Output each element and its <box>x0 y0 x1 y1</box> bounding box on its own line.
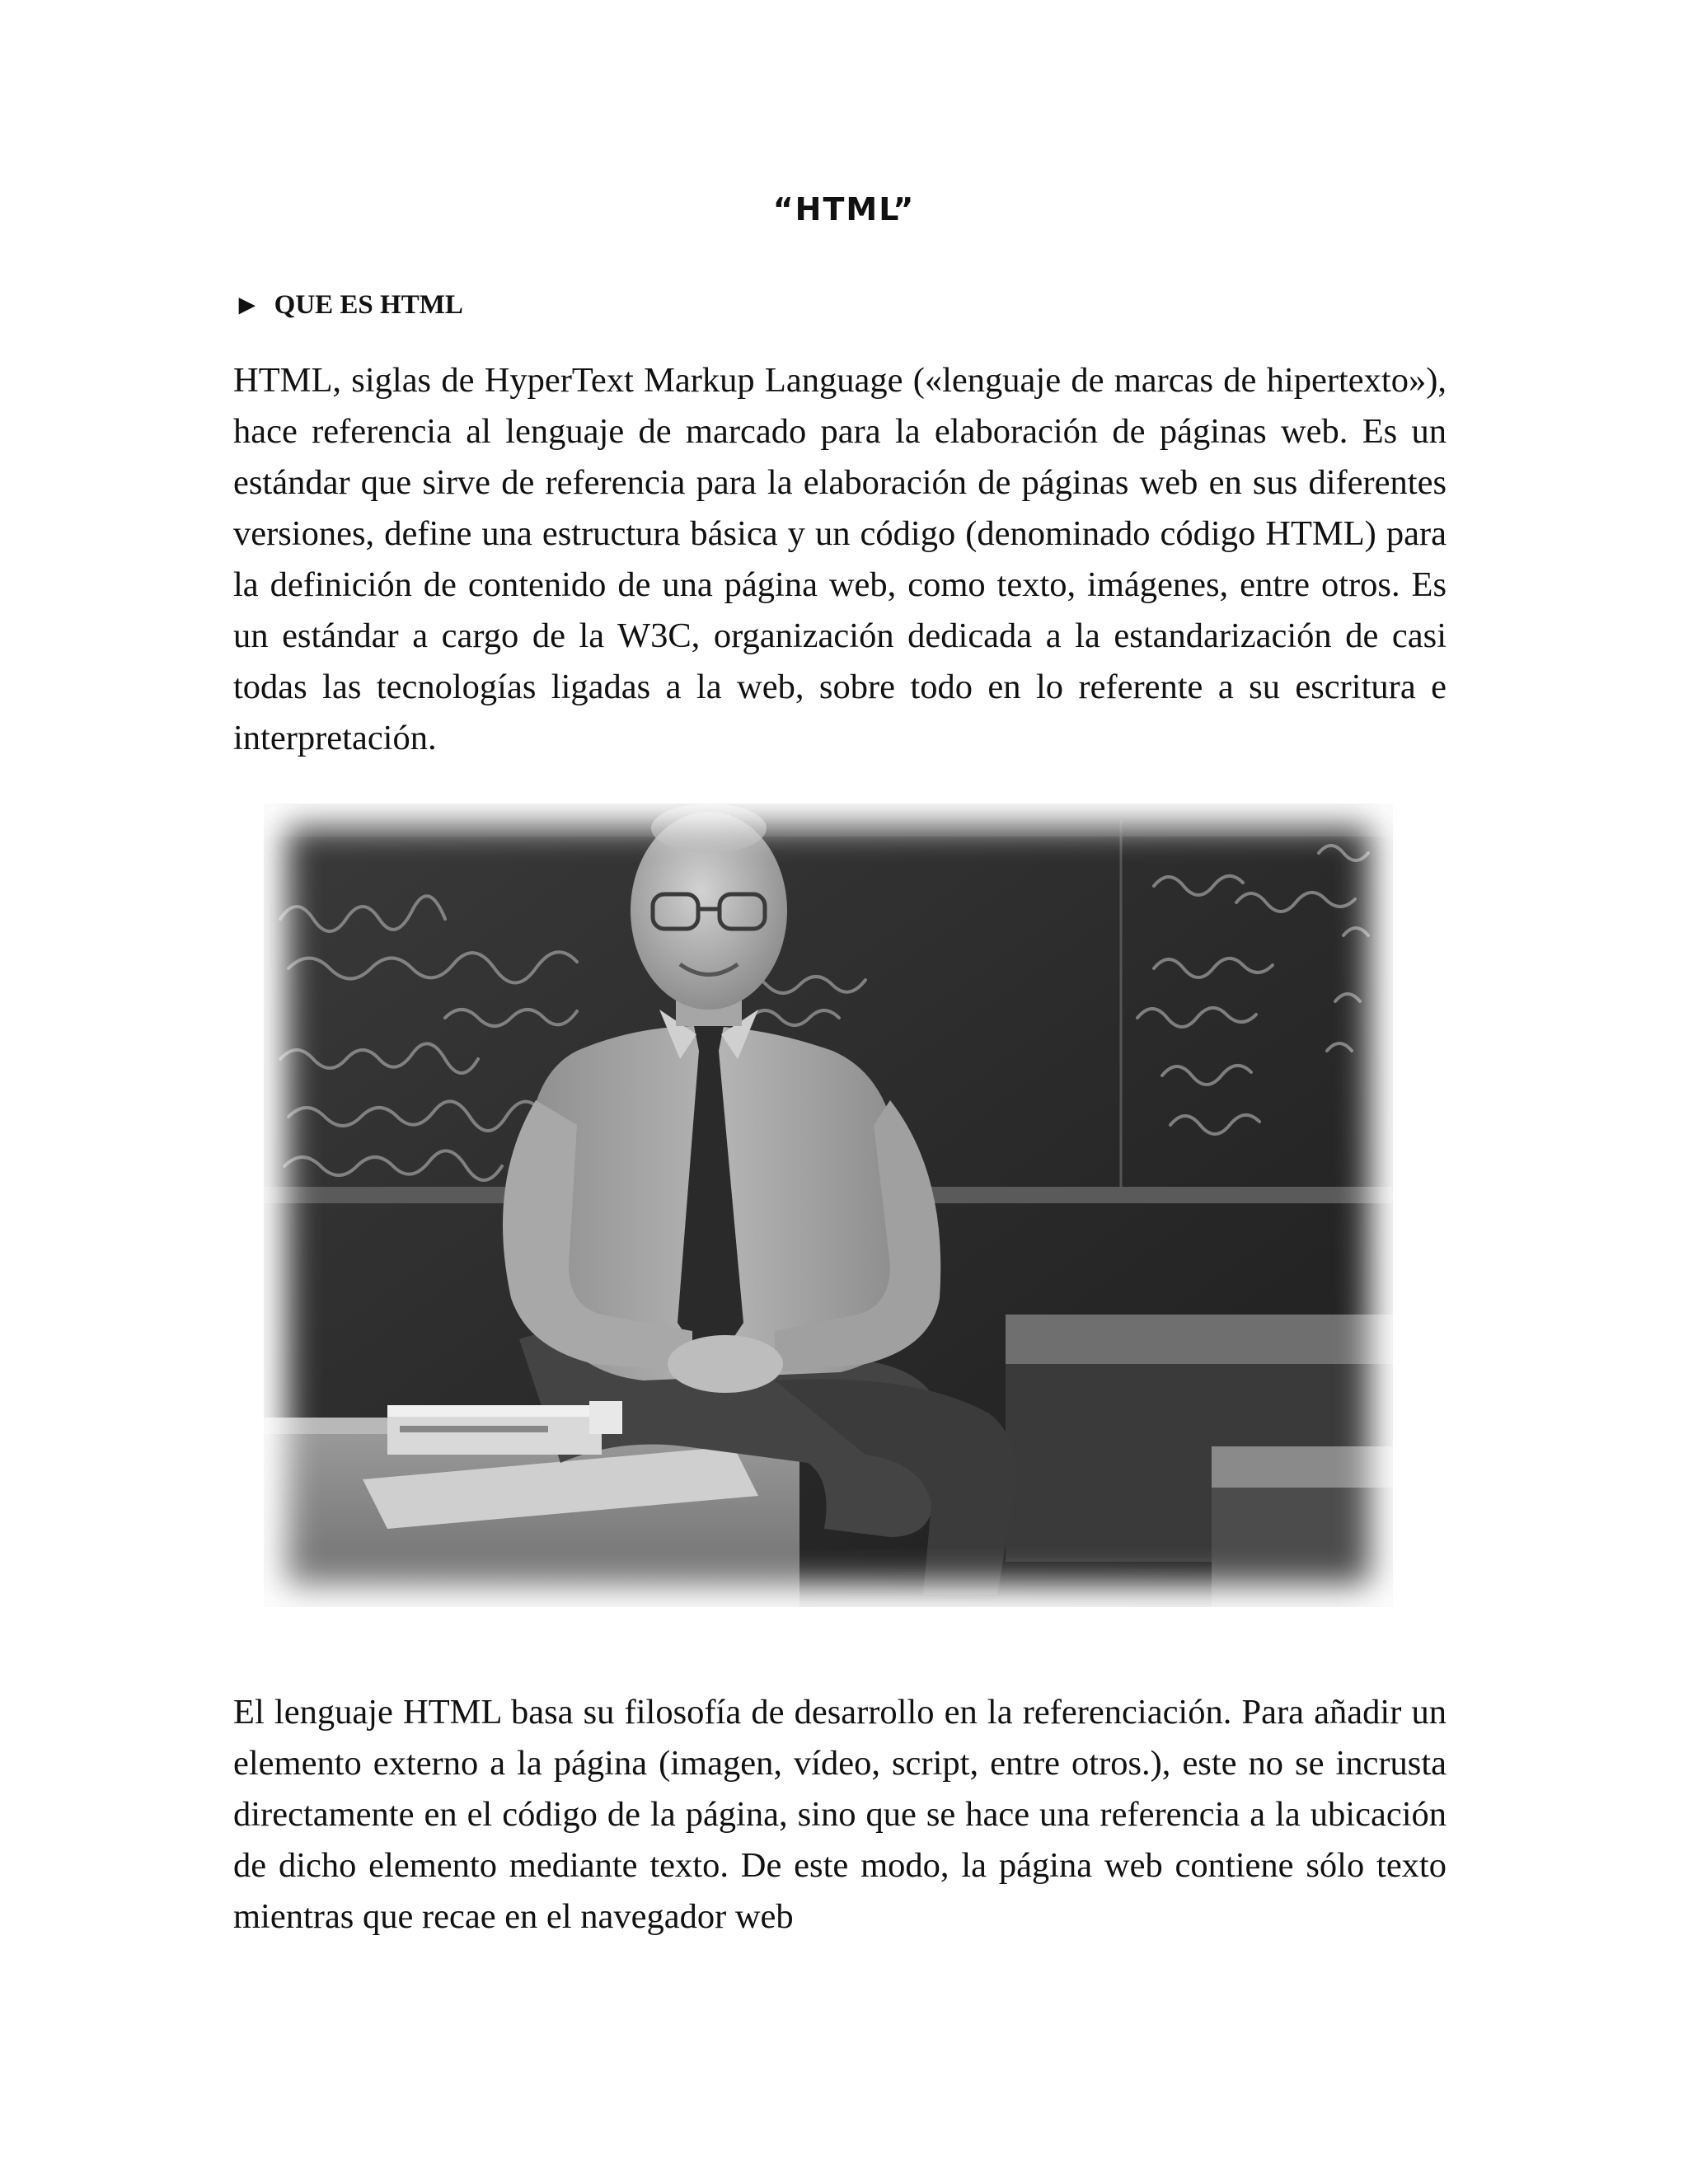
document-title: “HTML” <box>772 191 916 227</box>
paragraph-intro: HTML, siglas de HyperText Markup Language («lenguaje de marcas de hipertexto»), hace referencia al lenguaje de marcado para la elaboración de páginas web. Es un estándar que sirve de referencia para la elaboración de páginas web en sus diferentes versiones, define una estructura básica y un código (denominado código HTML) para la definición de contenido de una página web, como texto, imágenes, entre otros. Es un estándar a cargo de la W3C, organización dedicada a la estandarización de casi todas las tecnologías ligadas a la web, sobre todo en lo referente a su escritura e interpretación. <box>233 361 1447 757</box>
arrow-bullet-icon: ► <box>233 289 261 321</box>
section-heading <box>233 290 463 321</box>
section-heading-text: QUE ES HTML <box>274 290 463 320</box>
teacher-photo <box>264 804 1393 1607</box>
paragraph-referencing: El lenguaje HTML basa su filosofía de desarrollo en la referenciación. Para añadir un elemento externo a la página (imagen, vídeo, script, entre otros.), este no se incrusta directamente en el código de la página, sino que se hace una referencia a la ubicación de dicho elemento mediante texto. De este modo, la página web contiene sólo texto mientras que recae en el navegador web <box>233 1693 1447 1936</box>
teacher-photo-illustration <box>264 804 1393 1607</box>
